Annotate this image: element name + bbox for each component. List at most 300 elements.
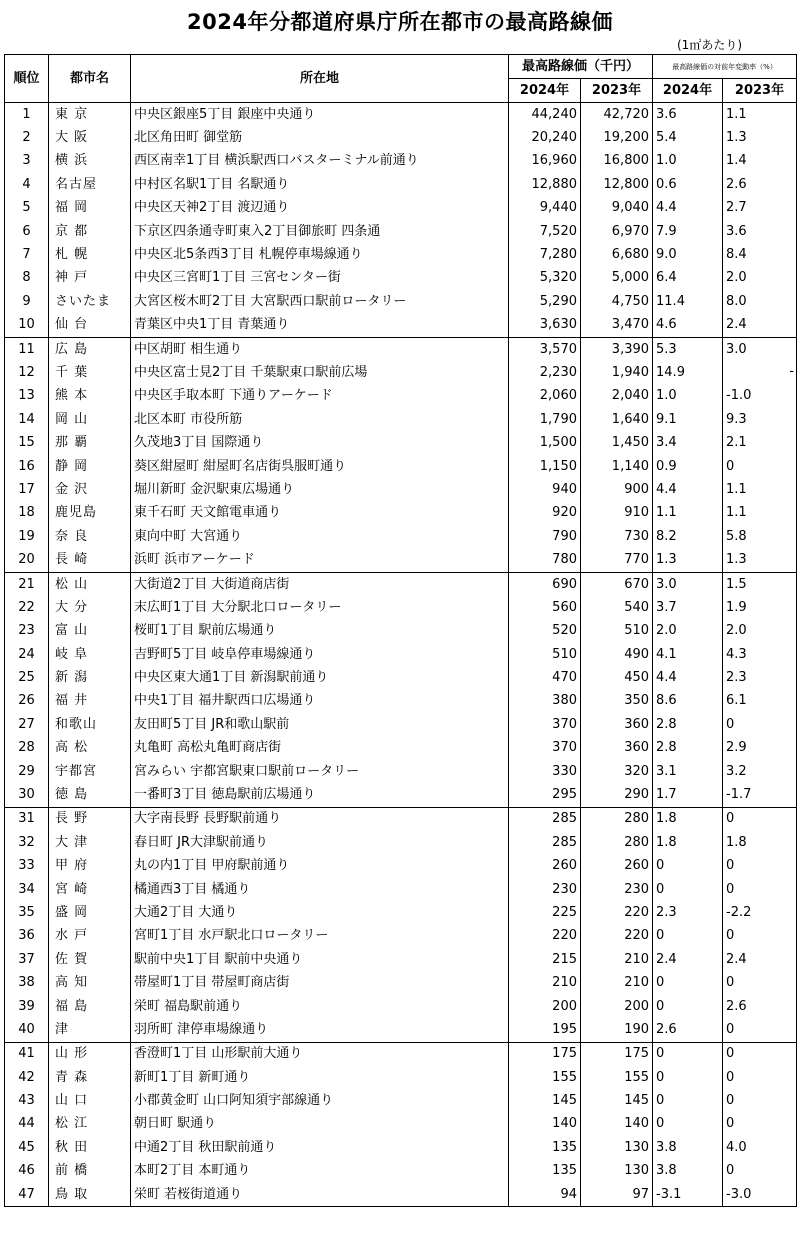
rank-cell: 47 (5, 1183, 49, 1207)
location-cell: 桜町1丁目 駅前広場通り (131, 620, 509, 643)
price-2023-cell: 130 (581, 1160, 653, 1183)
header-city: 都市名 (49, 55, 131, 103)
location-cell: 友田町5丁目 JR和歌山駅前 (131, 713, 509, 736)
table-row (5, 150, 797, 173)
price-2023-cell: 490 (581, 643, 653, 666)
change-2024-cell: 1.3 (653, 548, 723, 572)
rank-cell: 8 (5, 267, 49, 290)
table-row (5, 666, 797, 689)
rank-cell: 33 (5, 855, 49, 878)
price-2023-cell: 360 (581, 737, 653, 760)
change-2024-cell: 4.6 (653, 314, 723, 338)
change-2024-cell: 5.3 (653, 337, 723, 361)
price-2024-cell: 2,060 (509, 385, 581, 408)
location-cell: 新町1丁目 新町通り (131, 1066, 509, 1089)
price-2024-cell: 260 (509, 855, 581, 878)
price-2024-cell: 285 (509, 807, 581, 831)
price-2024-cell: 1,500 (509, 431, 581, 454)
price-2023-cell: 770 (581, 548, 653, 572)
location-cell: 浜町 浜市アーケード (131, 548, 509, 572)
price-2024-cell: 470 (509, 666, 581, 689)
price-2023-cell: 42,720 (581, 103, 653, 127)
location-cell: 帯屋町1丁目 帯屋町商店街 (131, 971, 509, 994)
price-2023-cell: 280 (581, 831, 653, 854)
table-row (5, 267, 797, 290)
city-cell: 高 知 (49, 971, 131, 994)
price-2023-cell: 19,200 (581, 126, 653, 149)
change-2023-cell: 0 (723, 1089, 797, 1112)
price-2023-cell: 5,000 (581, 267, 653, 290)
change-2024-cell: 1.7 (653, 783, 723, 807)
rank-cell: 12 (5, 361, 49, 384)
location-cell: 駅前中央1丁目 駅前中央通り (131, 948, 509, 971)
change-2023-cell: 3.0 (723, 337, 797, 361)
city-cell: 宇都宮 (49, 760, 131, 783)
price-2024-cell: 370 (509, 713, 581, 736)
city-cell: 福 岡 (49, 197, 131, 220)
price-2024-cell: 520 (509, 620, 581, 643)
change-2023-cell: 1.1 (723, 478, 797, 501)
location-cell: 中央区手取本町 下通りアーケード (131, 385, 509, 408)
price-2023-cell: 200 (581, 995, 653, 1018)
price-2024-cell: 135 (509, 1160, 581, 1183)
table-row (5, 455, 797, 478)
location-cell: 久茂地3丁目 国際通り (131, 431, 509, 454)
city-cell: 静 岡 (49, 455, 131, 478)
change-2024-cell: 9.0 (653, 243, 723, 266)
rank-cell: 28 (5, 737, 49, 760)
location-cell: 本町2丁目 本町通り (131, 1160, 509, 1183)
table-row (5, 948, 797, 971)
change-2023-cell: 1.5 (723, 572, 797, 596)
price-2024-cell: 135 (509, 1136, 581, 1159)
change-2024-cell: 0 (653, 878, 723, 901)
change-2024-cell: 1.0 (653, 150, 723, 173)
table-row (5, 173, 797, 196)
price-table (4, 54, 797, 1207)
change-2023-cell: 5.8 (723, 525, 797, 548)
price-2023-cell: 230 (581, 878, 653, 901)
change-2023-cell: 0 (723, 1113, 797, 1136)
rank-cell: 9 (5, 290, 49, 313)
price-2024-cell: 12,880 (509, 173, 581, 196)
change-2024-cell: 0 (653, 1042, 723, 1066)
change-2024-cell: 2.3 (653, 901, 723, 924)
change-2023-cell: -2.2 (723, 901, 797, 924)
price-2024-cell: 780 (509, 548, 581, 572)
header-price-2024: 2024年 (509, 79, 581, 103)
location-cell: 丸の内1丁目 甲府駅前通り (131, 855, 509, 878)
price-2024-cell: 195 (509, 1018, 581, 1042)
price-2023-cell: 730 (581, 525, 653, 548)
price-2023-cell: 190 (581, 1018, 653, 1042)
city-cell: 東 京 (49, 103, 131, 127)
rank-cell: 17 (5, 478, 49, 501)
price-2024-cell: 1,790 (509, 408, 581, 431)
city-cell: 那 覇 (49, 431, 131, 454)
location-cell: 西区南幸1丁目 横浜駅西口バスターミナル前通り (131, 150, 509, 173)
table-row (5, 855, 797, 878)
table-row (5, 103, 797, 127)
price-2024-cell: 7,520 (509, 220, 581, 243)
price-2023-cell: 130 (581, 1136, 653, 1159)
rank-cell: 20 (5, 548, 49, 572)
change-2023-cell: 0 (723, 855, 797, 878)
table-row (5, 831, 797, 854)
city-cell: 盛 岡 (49, 901, 131, 924)
price-2023-cell: 3,390 (581, 337, 653, 361)
unit-note: (1㎡あたり) (677, 38, 742, 52)
price-2023-cell: 220 (581, 925, 653, 948)
city-cell: 徳 島 (49, 783, 131, 807)
rank-cell: 36 (5, 925, 49, 948)
location-cell: 中区胡町 相生通り (131, 337, 509, 361)
table-row (5, 807, 797, 831)
price-2024-cell: 220 (509, 925, 581, 948)
price-2023-cell: 320 (581, 760, 653, 783)
table-row (5, 197, 797, 220)
change-2024-cell: 1.0 (653, 385, 723, 408)
change-2023-cell: 1.4 (723, 150, 797, 173)
rank-cell: 40 (5, 1018, 49, 1042)
rank-cell: 4 (5, 173, 49, 196)
table-row (5, 525, 797, 548)
change-2023-cell: -1.7 (723, 783, 797, 807)
change-2023-cell: 1.8 (723, 831, 797, 854)
price-2024-cell: 9,440 (509, 197, 581, 220)
change-2023-cell: 0 (723, 1018, 797, 1042)
location-cell: 香澄町1丁目 山形駅前大通り (131, 1042, 509, 1066)
city-cell: 津 (49, 1018, 131, 1042)
rank-cell: 26 (5, 690, 49, 713)
price-2023-cell: 360 (581, 713, 653, 736)
location-cell: 橘通西3丁目 橘通り (131, 878, 509, 901)
location-cell: 大街道2丁目 大街道商店街 (131, 572, 509, 596)
price-2024-cell: 690 (509, 572, 581, 596)
change-2024-cell: 0 (653, 1113, 723, 1136)
city-cell: 長 崎 (49, 548, 131, 572)
header-change: 最高路線価の対前年変動率（%） (653, 55, 797, 79)
location-cell: 羽所町 津停車場線通り (131, 1018, 509, 1042)
change-2024-cell: 1.1 (653, 502, 723, 525)
city-cell: 富 山 (49, 620, 131, 643)
change-2023-cell: 0 (723, 971, 797, 994)
location-cell: 葵区紺屋町 紺屋町名店街呉服町通り (131, 455, 509, 478)
price-2023-cell: 155 (581, 1066, 653, 1089)
city-cell: 大 津 (49, 831, 131, 854)
rank-cell: 23 (5, 620, 49, 643)
location-cell: 中通2丁目 秋田駅前通り (131, 1136, 509, 1159)
price-2023-cell: 210 (581, 971, 653, 994)
price-2024-cell: 230 (509, 878, 581, 901)
rank-cell: 2 (5, 126, 49, 149)
location-cell: 一番町3丁目 徳島駅前広場通り (131, 783, 509, 807)
city-cell: 秋 田 (49, 1136, 131, 1159)
rank-cell: 15 (5, 431, 49, 454)
price-2024-cell: 1,150 (509, 455, 581, 478)
city-cell: 熊 本 (49, 385, 131, 408)
price-2023-cell: 1,450 (581, 431, 653, 454)
table-row (5, 596, 797, 619)
change-2023-cell: 2.4 (723, 314, 797, 338)
price-2023-cell: 210 (581, 948, 653, 971)
change-2023-cell: 2.4 (723, 948, 797, 971)
table-row (5, 126, 797, 149)
city-cell: 福 島 (49, 995, 131, 1018)
city-cell: 仙 台 (49, 314, 131, 338)
change-2023-cell: 2.1 (723, 431, 797, 454)
location-cell: 宮みらい 宇都宮駅東口駅前ロータリー (131, 760, 509, 783)
rank-cell: 42 (5, 1066, 49, 1089)
change-2024-cell: 5.4 (653, 126, 723, 149)
table-row (5, 1183, 797, 1207)
change-2024-cell: 3.1 (653, 760, 723, 783)
change-2023-cell: 1.9 (723, 596, 797, 619)
price-2023-cell: 145 (581, 1089, 653, 1112)
location-cell: 大宮区桜木町2丁目 大宮駅西口駅前ロータリー (131, 290, 509, 313)
price-2024-cell: 94 (509, 1183, 581, 1207)
location-cell: 朝日町 駅通り (131, 1113, 509, 1136)
change-2023-cell: 4.0 (723, 1136, 797, 1159)
table-row (5, 314, 797, 338)
change-2024-cell: 3.8 (653, 1136, 723, 1159)
price-2024-cell: 145 (509, 1089, 581, 1112)
city-cell: 広 島 (49, 337, 131, 361)
change-2024-cell: 2.8 (653, 737, 723, 760)
city-cell: 福 井 (49, 690, 131, 713)
price-2023-cell: 1,140 (581, 455, 653, 478)
change-2023-cell: 8.0 (723, 290, 797, 313)
price-2023-cell: 260 (581, 855, 653, 878)
table-row (5, 783, 797, 807)
change-2024-cell: 3.6 (653, 103, 723, 127)
table-row (5, 643, 797, 666)
change-2024-cell: 0 (653, 1089, 723, 1112)
header-location: 所在地 (131, 55, 509, 103)
price-2023-cell: 1,940 (581, 361, 653, 384)
price-2024-cell: 2,230 (509, 361, 581, 384)
city-cell: 大 分 (49, 596, 131, 619)
change-2023-cell: 1.3 (723, 126, 797, 149)
change-2024-cell: 4.4 (653, 666, 723, 689)
price-2024-cell: 16,960 (509, 150, 581, 173)
rank-cell: 5 (5, 197, 49, 220)
rank-cell: 46 (5, 1160, 49, 1183)
table-row (5, 995, 797, 1018)
location-cell: 丸亀町 高松丸亀町商店街 (131, 737, 509, 760)
price-2023-cell: 280 (581, 807, 653, 831)
change-2023-cell: 0 (723, 1066, 797, 1089)
city-cell: 青 森 (49, 1066, 131, 1089)
location-cell: 中央区富士見2丁目 千葉駅東口駅前広場 (131, 361, 509, 384)
location-cell: 北区角田町 御堂筋 (131, 126, 509, 149)
location-cell: 東向中町 大宮通り (131, 525, 509, 548)
rank-cell: 38 (5, 971, 49, 994)
price-2023-cell: 220 (581, 901, 653, 924)
rank-cell: 7 (5, 243, 49, 266)
table-row (5, 1066, 797, 1089)
table-row (5, 220, 797, 243)
table-row (5, 243, 797, 266)
location-cell: 下京区四条通寺町東入2丁目御旅町 四条通 (131, 220, 509, 243)
location-cell: 中央区東大通1丁目 新潟駅前通り (131, 666, 509, 689)
table-header (5, 55, 797, 103)
change-2023-cell: 0 (723, 1160, 797, 1183)
change-2024-cell: 3.8 (653, 1160, 723, 1183)
change-2023-cell: 0 (723, 807, 797, 831)
price-2023-cell: 2,040 (581, 385, 653, 408)
change-2023-cell: 6.1 (723, 690, 797, 713)
price-2023-cell: 16,800 (581, 150, 653, 173)
change-2023-cell: 2.9 (723, 737, 797, 760)
change-2024-cell: 0.9 (653, 455, 723, 478)
price-2024-cell: 330 (509, 760, 581, 783)
city-cell: 札 幌 (49, 243, 131, 266)
price-2023-cell: 4,750 (581, 290, 653, 313)
change-2024-cell: 2.8 (653, 713, 723, 736)
change-2024-cell: 3.4 (653, 431, 723, 454)
price-2024-cell: 790 (509, 525, 581, 548)
rank-cell: 18 (5, 502, 49, 525)
rank-cell: 21 (5, 572, 49, 596)
change-2023-cell: 0 (723, 713, 797, 736)
price-2023-cell: 290 (581, 783, 653, 807)
city-cell: 松 山 (49, 572, 131, 596)
table-row (5, 361, 797, 384)
location-cell: 中央区三宮町1丁目 三宮センター街 (131, 267, 509, 290)
table-row (5, 925, 797, 948)
city-cell: 大 阪 (49, 126, 131, 149)
rank-cell: 35 (5, 901, 49, 924)
price-2024-cell: 225 (509, 901, 581, 924)
price-2024-cell: 560 (509, 596, 581, 619)
table-row (5, 1042, 797, 1066)
location-cell: 春日町 JR大津駅前通り (131, 831, 509, 854)
change-2024-cell: 7.9 (653, 220, 723, 243)
rank-cell: 44 (5, 1113, 49, 1136)
city-cell: さいたま (49, 290, 131, 313)
price-2024-cell: 5,290 (509, 290, 581, 313)
city-cell: 甲 府 (49, 855, 131, 878)
rank-cell: 14 (5, 408, 49, 431)
change-2023-cell: 0 (723, 455, 797, 478)
change-2023-cell: 3.2 (723, 760, 797, 783)
city-cell: 山 形 (49, 1042, 131, 1066)
city-cell: 鳥 取 (49, 1183, 131, 1207)
location-cell: 吉野町5丁目 岐阜停車場線通り (131, 643, 509, 666)
rank-cell: 24 (5, 643, 49, 666)
location-cell: 東千石町 天文館電車通り (131, 502, 509, 525)
price-2024-cell: 3,630 (509, 314, 581, 338)
change-2024-cell: 0 (653, 1066, 723, 1089)
price-2024-cell: 210 (509, 971, 581, 994)
change-2023-cell: 2.0 (723, 620, 797, 643)
location-cell: 小郡黄金町 山口阿知須宇部線通り (131, 1089, 509, 1112)
table-row (5, 901, 797, 924)
price-2024-cell: 5,320 (509, 267, 581, 290)
city-cell: 宮 崎 (49, 878, 131, 901)
price-2023-cell: 670 (581, 572, 653, 596)
header-price: 最高路線価（千円） (509, 55, 653, 79)
header-change-2024: 2024年 (653, 79, 723, 103)
rank-cell: 29 (5, 760, 49, 783)
city-cell: 奈 良 (49, 525, 131, 548)
city-cell: 高 松 (49, 737, 131, 760)
city-cell: 神 戸 (49, 267, 131, 290)
change-2024-cell: 1.8 (653, 807, 723, 831)
location-cell: 宮町1丁目 水戸駅北口ロータリー (131, 925, 509, 948)
change-2023-cell: 4.3 (723, 643, 797, 666)
change-2023-cell: 1.1 (723, 502, 797, 525)
rank-cell: 30 (5, 783, 49, 807)
price-2023-cell: 9,040 (581, 197, 653, 220)
price-2023-cell: 140 (581, 1113, 653, 1136)
price-2024-cell: 20,240 (509, 126, 581, 149)
location-cell: 中村区名駅1丁目 名駅通り (131, 173, 509, 196)
city-cell: 水 戸 (49, 925, 131, 948)
city-cell: 岐 阜 (49, 643, 131, 666)
table-row (5, 290, 797, 313)
price-2024-cell: 940 (509, 478, 581, 501)
header-change-2023: 2023年 (723, 79, 797, 103)
rank-cell: 10 (5, 314, 49, 338)
change-2023-cell: 1.3 (723, 548, 797, 572)
location-cell: 中央区天神2丁目 渡辺通り (131, 197, 509, 220)
price-2023-cell: 175 (581, 1042, 653, 1066)
rank-cell: 41 (5, 1042, 49, 1066)
change-2023-cell: 0 (723, 1042, 797, 1066)
location-cell: 中央区銀座5丁目 銀座中央通り (131, 103, 509, 127)
city-cell: 千 葉 (49, 361, 131, 384)
change-2023-cell: 2.7 (723, 197, 797, 220)
rank-cell: 19 (5, 525, 49, 548)
price-2024-cell: 140 (509, 1113, 581, 1136)
price-2023-cell: 12,800 (581, 173, 653, 196)
change-2024-cell: 11.4 (653, 290, 723, 313)
city-cell: 京 都 (49, 220, 131, 243)
city-cell: 前 橋 (49, 1160, 131, 1183)
price-2023-cell: 450 (581, 666, 653, 689)
change-2024-cell: 0 (653, 995, 723, 1018)
table-row (5, 620, 797, 643)
price-2023-cell: 1,640 (581, 408, 653, 431)
change-2024-cell: 4.4 (653, 197, 723, 220)
change-2023-cell: 2.6 (723, 173, 797, 196)
change-2024-cell: 6.4 (653, 267, 723, 290)
table-row (5, 878, 797, 901)
rank-cell: 32 (5, 831, 49, 854)
table-row (5, 502, 797, 525)
price-2024-cell: 200 (509, 995, 581, 1018)
city-cell: 新 潟 (49, 666, 131, 689)
table-row (5, 713, 797, 736)
change-2023-cell (723, 361, 797, 384)
price-2023-cell: 6,680 (581, 243, 653, 266)
price-2024-cell: 215 (509, 948, 581, 971)
table-body (5, 103, 797, 1207)
price-2023-cell: 900 (581, 478, 653, 501)
location-cell: 中央1丁目 福井駅西口広場通り (131, 690, 509, 713)
city-cell: 佐 賀 (49, 948, 131, 971)
table-row (5, 1160, 797, 1183)
table-row (5, 1018, 797, 1042)
city-cell: 名古屋 (49, 173, 131, 196)
change-2024-cell: 2.4 (653, 948, 723, 971)
city-cell: 山 口 (49, 1089, 131, 1112)
price-2024-cell: 285 (509, 831, 581, 854)
header-price-2023: 2023年 (581, 79, 653, 103)
change-2024-cell: -3.1 (653, 1183, 723, 1207)
